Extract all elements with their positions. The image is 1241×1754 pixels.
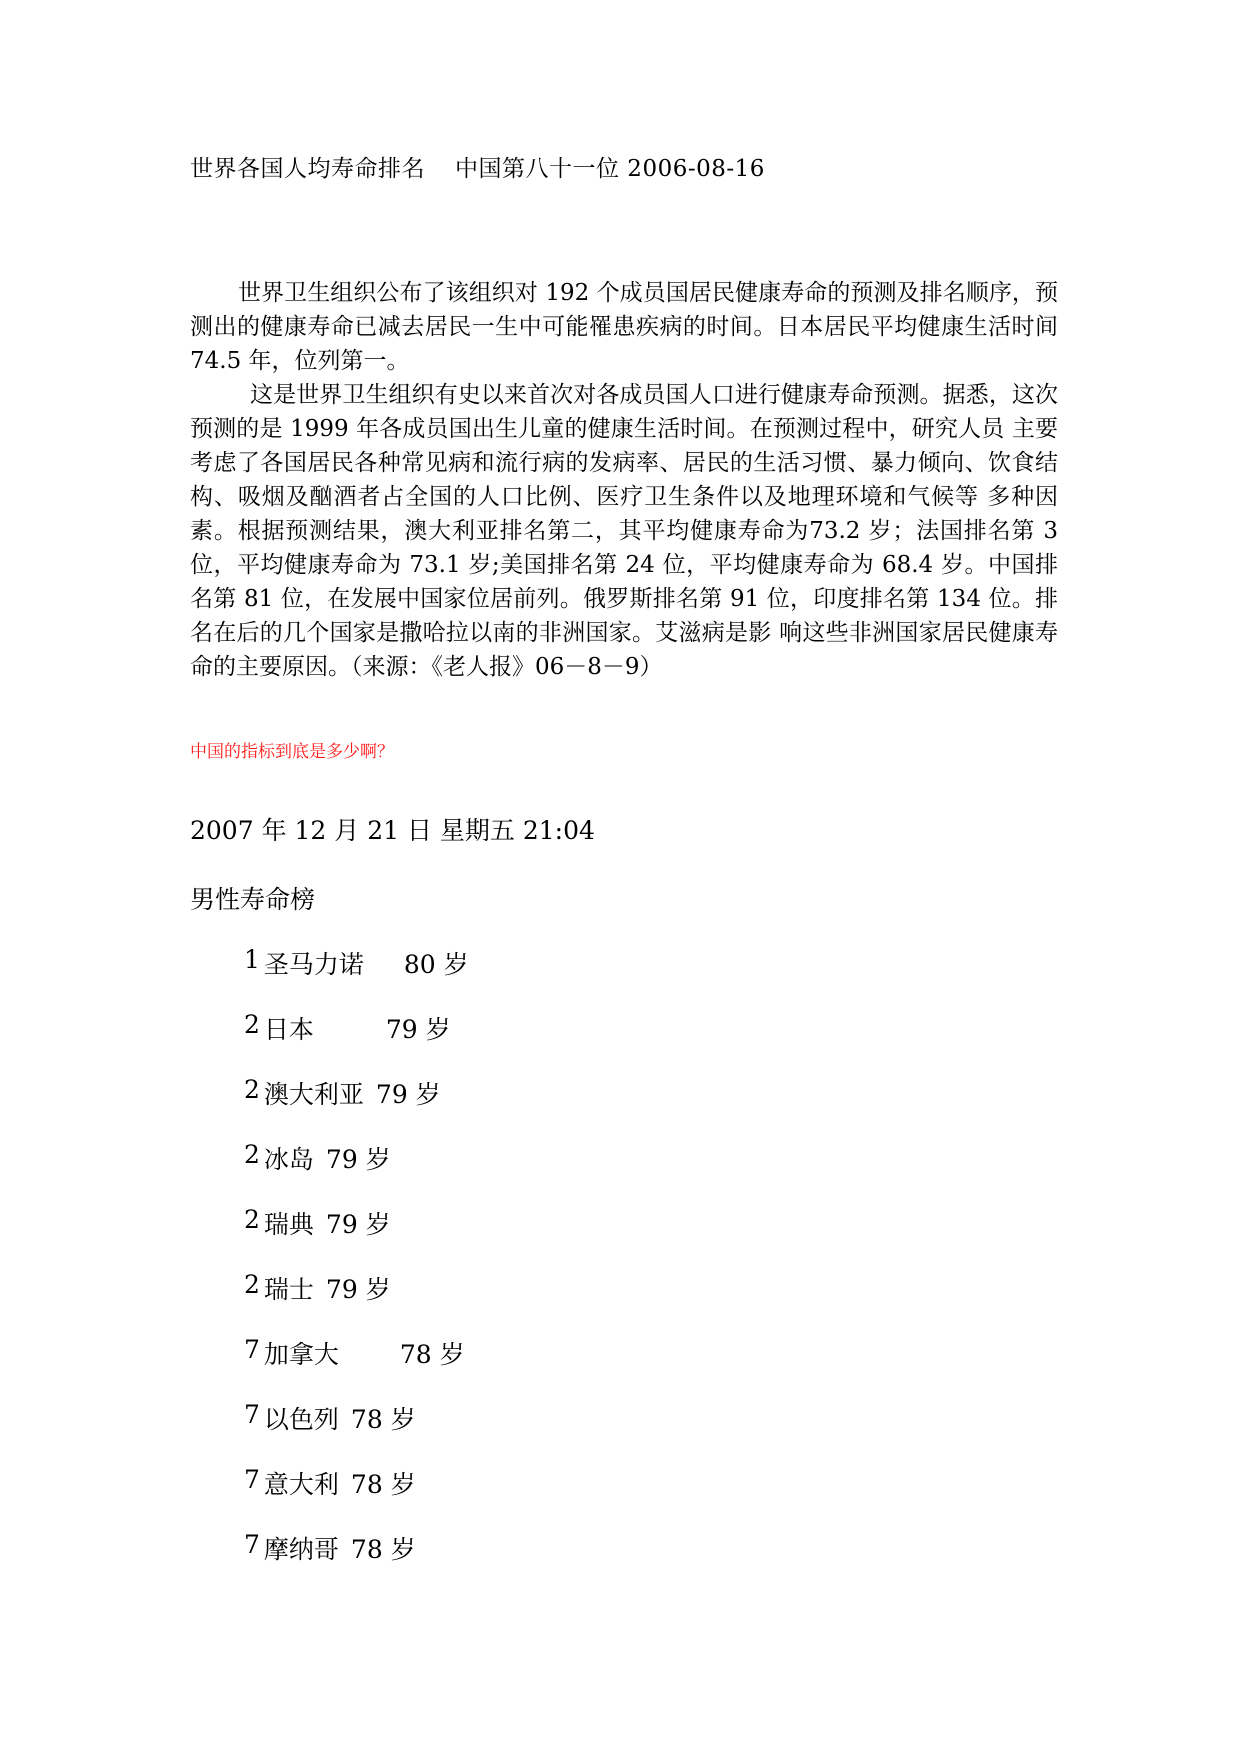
country-name: 圣马力诺 xyxy=(263,950,364,979)
list-item xyxy=(244,1530,469,1595)
list-item xyxy=(244,1140,469,1205)
country-name: 澳大利亚 xyxy=(263,1080,364,1109)
list-item xyxy=(244,1010,469,1075)
rank-number: 7 xyxy=(244,1465,260,1494)
rank-number: 7 xyxy=(244,1530,260,1559)
life-expectancy: 79 岁 xyxy=(325,1145,391,1174)
list-item xyxy=(244,1075,469,1140)
country-name: 瑞士 xyxy=(263,1275,314,1304)
list-title: 男性寿命榜 xyxy=(190,885,316,914)
life-expectancy: 79 岁 xyxy=(325,1210,391,1239)
article-body xyxy=(190,276,1058,684)
life-expectancy: 79 岁 xyxy=(385,1015,451,1044)
title-main: 世界各国人均寿命排名 xyxy=(190,156,425,182)
life-expectancy: 79 岁 xyxy=(325,1275,391,1304)
title-sub: 中国第八十一位 2006-08-16 xyxy=(455,156,765,182)
list-item xyxy=(244,1270,469,1335)
country-name: 意大利 xyxy=(263,1470,339,1499)
list-item xyxy=(244,945,469,1010)
country-name: 以色列 xyxy=(263,1405,339,1434)
life-expectancy: 80 岁 xyxy=(403,950,469,979)
list-item xyxy=(244,1335,469,1400)
document-title xyxy=(190,150,765,183)
rank-number: 2 xyxy=(244,1205,260,1234)
article-paragraph-2: 这是世界卫生组织有史以来首次对各成员国人口进行健康寿命预测。据悉，这次预测的是 1999 年各成员国出生儿童的健康生活时间。在预测过程中，研究人员 主要考虑了各国居民各种常见病和流行病的发病率、居民的生活习惯、暴力倾向、饮食结构、吸烟及酗酒者占全国的人口比例、医疗卫生条件以及地理环境和气候等 多种因素。根据预测结果，澳大利亚排名第二，其平均健康寿命为73.2 岁；法国排名第 3 位，平均健康寿命为 73.1 岁;美国排名第 24 位，平均健康寿命为 68.4 岁。中国排名第 81 位，在发展中国家位居前列。俄罗斯排名第 91 位，印度排名第 134 位。排名在后的几个国家是撒哈拉以南的非洲国家。艾滋病是影 响这些非洲国家居民健康寿命的主要原因。（来源：《老人报》06－8－9） xyxy=(190,382,1058,680)
life-expectancy: 78 岁 xyxy=(399,1340,465,1369)
rank-number: 2 xyxy=(244,1140,260,1169)
rank-number: 1 xyxy=(244,945,260,974)
country-name: 瑞典 xyxy=(263,1210,314,1239)
life-expectancy: 78 岁 xyxy=(350,1535,416,1564)
list-item xyxy=(244,1465,469,1530)
ranking-list xyxy=(244,945,469,1595)
life-expectancy: 78 岁 xyxy=(350,1405,416,1434)
question-text: 中国的指标到底是多少啊？ xyxy=(190,742,394,762)
life-expectancy: 79 岁 xyxy=(375,1080,441,1109)
life-expectancy: 78 岁 xyxy=(350,1470,416,1499)
country-name: 冰岛 xyxy=(263,1145,314,1174)
list-item xyxy=(244,1400,469,1465)
country-name: 加拿大 xyxy=(263,1340,339,1369)
rank-number: 7 xyxy=(244,1400,260,1429)
article-paragraph-1: 世界卫生组织公布了该组织对 192 个成员国居民健康寿命的预测及排名顺序，预测出的健康寿命已减去居民一生中可能罹患疾病的时间。日本居民平均健康生活时间 74.5 年，位列第一。 xyxy=(190,280,1058,374)
rank-number: 7 xyxy=(244,1335,260,1364)
list-item xyxy=(244,1205,469,1270)
post-datetime: 2007 年 12 月 21 日 星期五 21:04 xyxy=(190,816,595,845)
rank-number: 2 xyxy=(244,1010,260,1039)
rank-number: 2 xyxy=(244,1270,260,1299)
country-name: 日本 xyxy=(263,1015,314,1044)
country-name: 摩纳哥 xyxy=(263,1535,339,1564)
rank-number: 2 xyxy=(244,1075,260,1104)
